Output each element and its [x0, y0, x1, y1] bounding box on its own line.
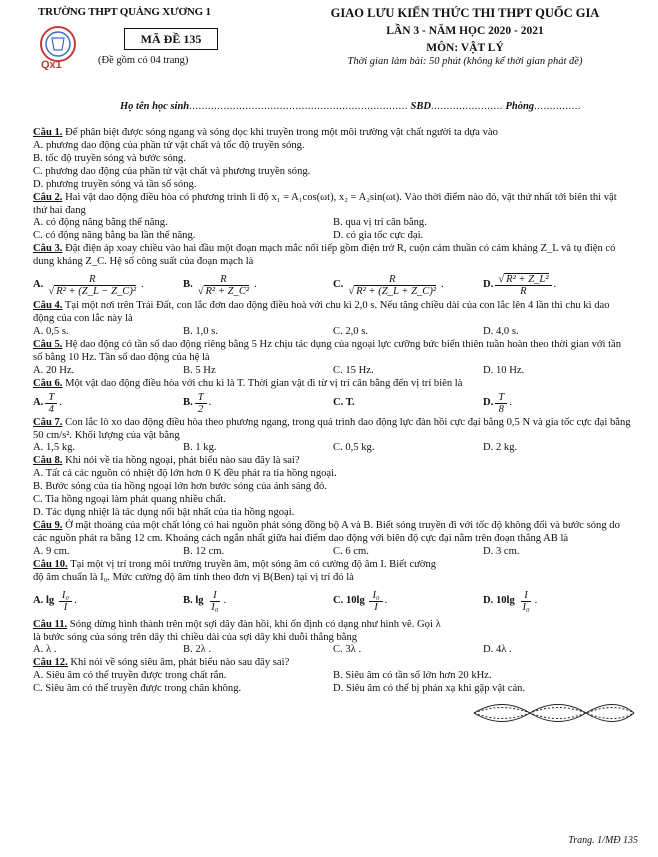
option: C. 0,5 kg.	[333, 442, 375, 454]
page-footer: Trang. 1/MĐ 135	[568, 834, 638, 846]
option: A. 9 cm.	[33, 545, 70, 557]
option: D. 3 cm.	[483, 545, 520, 557]
option: A. λ .	[33, 644, 57, 656]
option: D. $\frac{T}{8}$ .	[483, 391, 512, 416]
option: D. 4,0 s.	[483, 325, 519, 337]
question-5: Câu 5. Hệ dao động có tần số dao động riêng bằng 5 Hz chịu tác dụng của ngoại lực cưỡng bức biến thiên tuần hoàn theo thời gian với tần số bằng 10 Hz. Tần số dao động của hệ là A. 20 Hz. B. 5 Hz C. 15 Hz. D. 10 Hz.	[33, 339, 633, 378]
question-6: Câu 6. Một vật dao động điều hòa với chu kì là T. Thời gian vật đi từ vị trí cân bằng đến vị trí biên là A. $\frac{T}{4}$ . B. $\frac{T}{2}$ . C. T. D. $\frac{T}{8}$ .	[33, 378, 633, 417]
option: C. có động năng bằng ba lần thế năng.	[33, 230, 196, 242]
question-9: Câu 9. Ở mặt thoáng của một chất lỏng có hai nguồn phát sóng đồng bộ A và B. Biết sóng truyền đi với tốc độ không đổi và bước sóng do các nguồn phát ra bằng 12 cm. Khoảng cách ngắn nhất giữa hai điểm dao động với biên độ cực đại nằm trên đoạn thẳng AB là A. 9 cm. B. 12 cm. C. 6 cm. D. 3 cm.	[33, 520, 633, 559]
exam-code: MÃ ĐỀ 135	[124, 28, 218, 50]
pages-note: (Đề gồm có 04 trang)	[98, 55, 189, 66]
option: C. 6 cm.	[333, 545, 369, 557]
option: C. Tia hồng ngoại làm phát quang nhiều chất.	[33, 494, 227, 506]
option: B. Siêu âm có tần số lớn hơn 20 kHz.	[333, 670, 492, 682]
option: B. 2λ .	[183, 644, 212, 656]
option: A. $\frac{T}{4}$ .	[33, 391, 62, 416]
option: B. qua vị trí cân bằng.	[333, 217, 427, 229]
exam-title: GIAO LƯU KIẾN THỨC THI THPT QUỐC GIA	[330, 6, 600, 20]
exam-round: LẦN 3 - NĂM HỌC 2020 - 2021	[386, 25, 544, 38]
option: B. 5 Hz	[183, 364, 216, 376]
question-10: Câu 10. Tại một vị trí trong môi trường truyền âm, một sóng âm có cường độ âm I. Biết cường độ âm chuẩn là I₀. Mức cường độ âm tính theo đơn vị B(Ben) tại vị trí đó là A. lg $\frac{\text{I₀}}{I}$ . B. lg $\frac{I}{\text{I₀}}$ . C. 10lg $\frac{\text{I₀}}{I}$ . D. 10lg $\frac{I}{\text{I₀}}$ .	[33, 559, 633, 615]
question-2: Câu 2. Hai vật dao động điều hòa có phương trình li độ x₁ = A₁cos(ωt), x₂ = A₂sin(ωt). Vào thời điểm nào đó, vật thứ nhất tới biên thì vật thứ hai đang A. có động năng bằng thế năng. B. qua vị trí cân bằng. C. có động năng bằng ba lần thế năng. D. có gia tốc cực đại.	[33, 192, 633, 244]
school-name: TRƯỜNG THPT QUẢNG XƯƠNG 1	[38, 6, 211, 18]
question-12: Câu 12. Khi nói về sóng siêu âm, phát biểu nào sau đây sai? A. Siêu âm có thể truyền được trong chất rắn. B. Siêu âm có tần số lớn hơn 20 kHz. C. Siêu âm có thể truyền được trong chân không. D. Siêu âm có thể bị phản xạ khi gặp vật cản.	[33, 657, 633, 696]
question-4: Câu 4. Tại một nơi trên Trái Đất, con lắc đơn dao động điều hoà với chu kì 2,0 s. Nếu tăng chiều dài của con lắc lên 4 lần thì chu kì dao động của con lắc này là A. 0,5 s. B. 1,0 s. C. 2,0 s. D. 4,0 s.	[33, 300, 633, 339]
exam-time: Thời gian làm bài: 50 phút (không kể thời gian phát đề)	[347, 56, 583, 68]
option: B. Bước sóng của tia hồng ngoại lớn hơn bước sóng của ánh sáng đỏ.	[33, 481, 327, 493]
option: D. phương truyền sóng và tần số sóng.	[33, 178, 197, 190]
option: D. 10lg $\frac{I}{\text{I₀}}$ .	[483, 589, 538, 614]
question-3: Câu 3. Đặt điện áp xoay chiều vào hai đầu một đoạn mạch mắc nối tiếp gồm điện trở R, cuộn cảm thuần có cảm kháng Z_L và tụ điện có dung kháng Z_C. Hệ số công suất của đoạn mạch là A. $\frac{R}{\text{√ R² + (Z\_L − Z\_C)²}}$ . B. $\frac{R}{\text{√ R² + Z\_C²}}$ . C. $\frac{R}{\text{√ R² + (Z\_L + Z\_C)²}}$ . D. $\frac{\text{√ R² + Z\_L²}}{R}$ .	[33, 243, 633, 298]
option: B. $\frac{R}{\text{√ R² + Z\_C²}}$ .	[183, 273, 257, 297]
standing-wave-figure	[470, 696, 638, 730]
option: A. phương dao động của phần tử vật chất và tốc độ truyền sóng.	[33, 139, 305, 151]
question-7: Câu 7. Con lắc lò xo dao động điều hòa theo phương ngang, trong quá trình dao động lực đàn hồi cực đại bằng 0,5 N và gia tốc cực đại bằng 50 cm/s². Khối lượng của vật bằng A. 1,5 kg. B. 1 kg. C. 0,5 kg. D. 2 kg.	[33, 417, 633, 456]
option: B. 1 kg.	[183, 442, 217, 454]
option: A. 20 Hz.	[33, 364, 75, 376]
option: D. $\frac{\text{√ R² + Z\_L²}}{R}$ .	[483, 273, 557, 297]
name-label: Họ tên học sinh	[120, 101, 190, 112]
logo-text: Qx1	[41, 59, 62, 70]
candidate-line: Họ tên học sinh...................................................................... SBD....................... Phòng...............	[120, 101, 581, 112]
option: A. lg $\frac{\text{I₀}}{I}$ .	[33, 589, 77, 614]
option: C. Siêu âm có thể truyền được trong chân không.	[33, 683, 242, 695]
option: A. Siêu âm có thể truyền được trong chất rắn.	[33, 670, 227, 682]
option: A. 0,5 s.	[33, 325, 69, 337]
sbd-label: SBD	[410, 101, 431, 112]
option: C. phương dao động của phần tử vật chất và phương truyền sóng.	[33, 165, 311, 177]
option: C. 3λ .	[333, 644, 362, 656]
option: B. $\frac{T}{2}$ .	[183, 391, 212, 416]
option: A. 1,5 kg.	[33, 442, 76, 454]
option: C. 10lg $\frac{\text{I₀}}{I}$ .	[333, 589, 388, 614]
question-11: Câu 11. Sóng dừng hình thành trên một sợi dây đàn hồi, khi ổn định có dạng như hình vẽ. Gọi λ là bước sóng của sóng trên dây thì chiều dài của sợi dây khi duỗi thẳng bằng A. λ . B. 2λ . C. 3λ . D. 4λ .	[33, 619, 633, 658]
question-1: Câu 1. Để phân biệt được sóng ngang và sóng dọc khi truyền trong một môi trường vật chất người ta dựa vào A. phương dao động của phần tử vật chất và tốc độ truyền sóng. B. tốc độ truyền sóng và bước sóng. C. phương dao động của phần tử vật chất và phương truyền sóng. D. phương truyền sóng và tần số sóng.	[33, 127, 633, 192]
option: C. 15 Hz.	[333, 364, 374, 376]
header-right	[290, 6, 640, 69]
option: C. T.	[333, 397, 355, 409]
option: B. tốc độ truyền sóng và bước sóng.	[33, 152, 186, 164]
questions-list	[33, 127, 633, 696]
option: D. Tác dụng nhiệt là tác dụng nổi bật nhất của tia hồng ngoại.	[33, 507, 295, 519]
option: B. lg $\frac{I}{\text{I₀}}$ .	[183, 589, 227, 614]
option: C. 2,0 s.	[333, 325, 369, 337]
option: D. 4λ .	[483, 644, 512, 656]
question-8: Câu 8. Khi nói về tia hồng ngoại, phát biểu nào sau đây là sai? A. Tất cả các nguồn có nhiệt độ lớn hơn 0 K đều phát ra tia hồng ngoại. B. Bước sóng của tia hồng ngoại lớn hơn bước sóng của ánh sáng đỏ. C. Tia hồng ngoại làm phát quang nhiều chất. D. Tác dụng nhiệt là tác dụng nổi bật nhất của tia hồng ngoại.	[33, 455, 633, 520]
option: D. Siêu âm có thể bị phản xạ khi gặp vật cản.	[333, 683, 526, 695]
option: B. 12 cm.	[183, 545, 225, 557]
option: C. $\frac{R}{\text{√ R² + (Z\_L + Z\_C)²}}$ .	[333, 273, 444, 297]
option: D. 10 Hz.	[483, 364, 525, 376]
option: B. 1,0 s.	[183, 325, 219, 337]
option: A. Tất cả các nguồn có nhiệt độ lớn hơn 0 K đều phát ra tia hồng ngoại.	[33, 468, 337, 480]
room-label: Phòng	[505, 101, 535, 112]
option: A. có động năng bằng thế năng.	[33, 217, 168, 229]
school-logo-icon	[38, 24, 84, 70]
option: A. $\frac{R}{\text{√ R² + (Z\_L − Z\_C)²}}$ .	[33, 273, 144, 297]
option: D. có gia tốc cực đại.	[333, 230, 424, 242]
option: D. 2 kg.	[483, 442, 518, 454]
exam-subject: MÔN: VẬT LÝ	[426, 42, 504, 55]
